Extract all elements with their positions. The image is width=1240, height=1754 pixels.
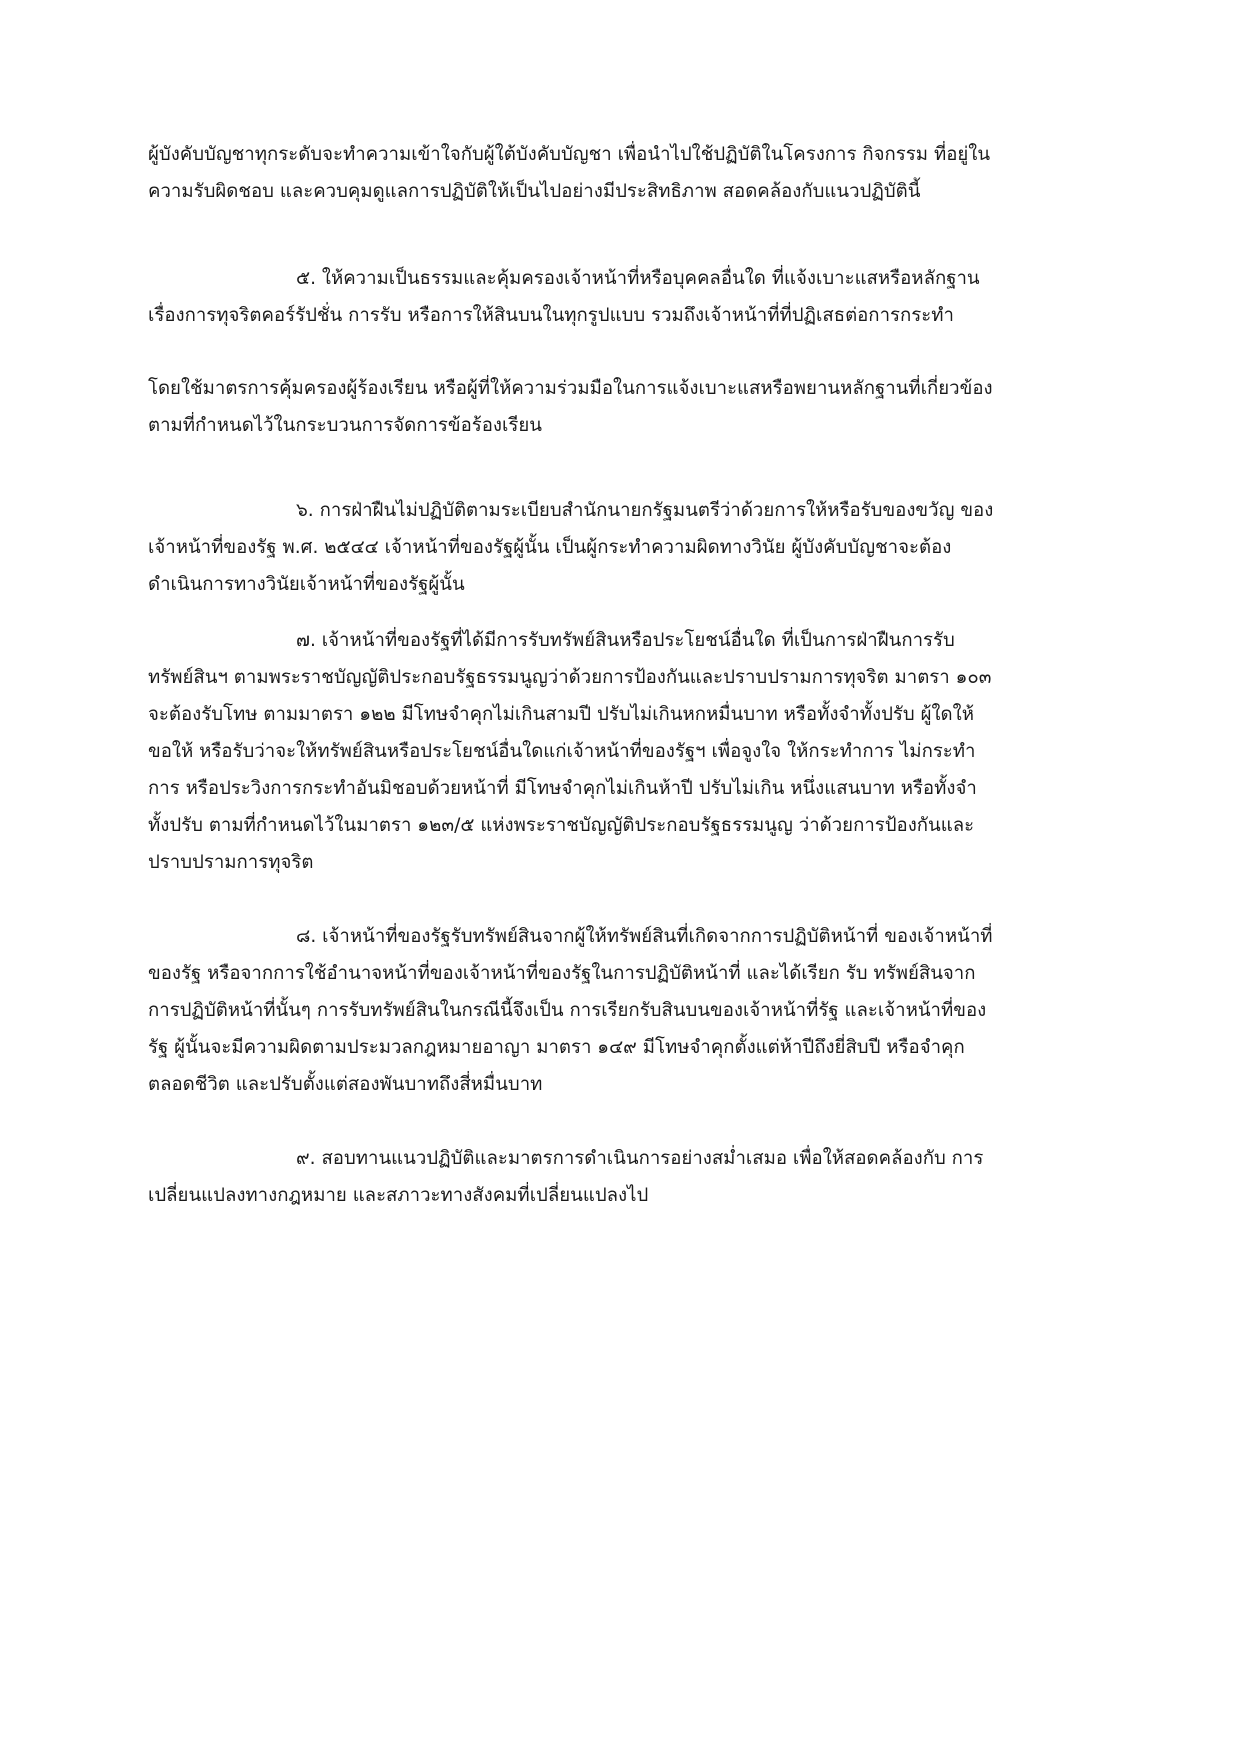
text-line: เรื่องการทุจริตคอร์รัปชั่น การรับ หรือการให้สินบนในทุกรูปแบบ รวมถึงเจ้าหน้าที่ที่ปฏิเสธต่อการกระทำ bbox=[148, 305, 954, 326]
text-line: ปราบปรามการทุจริต bbox=[148, 852, 314, 873]
clause-7-heading: ๗. เจ้าหน้าที่ของรัฐที่ได้มีการรับทรัพย์สินหรือประโยชน์อื่นใด ที่เป็นการฝ่าฝืนการรับ bbox=[296, 630, 955, 651]
clause-5-heading: ๕. ให้ความเป็นธรรมและคุ้มครองเจ้าหน้าที่หรือบุคคลอื่นใด ที่แจ้งเบาะแสหรือหลักฐาน bbox=[296, 268, 980, 289]
text-line: โดยใช้มาตรการคุ้มครองผู้ร้องเรียน หรือผู้ที่ให้ความร่วมมือในการแจ้งเบาะแสหรือพยานหลักฐานที่เกี่ยวข้อง bbox=[148, 378, 993, 399]
text-line: ตลอดชีวิต และปรับตั้งแต่สองพันบาทถึงสี่หมื่นบาท bbox=[148, 1074, 543, 1095]
text-line: ทั้งปรับ ตามที่กำหนดไว้ในมาตรา ๑๒๓/๕ แห่งพระราชบัญญัติประกอบรัฐธรรมนูญ ว่าด้วยการป้องกันและ bbox=[148, 815, 975, 836]
text-line: การปฏิบัติหน้าที่นั้นๆ การรับทรัพย์สินในกรณีนี้จึงเป็น การเรียกรับสินบนของเจ้าหน้าที่รัฐ และเจ้าหน้าที่ของ bbox=[148, 1000, 987, 1021]
text-line: ของรัฐ หรือจากการใช้อำนาจหน้าที่ของเจ้าหน้าที่ของรัฐในการปฏิบัติหน้าที่ และได้เรียก รับ ทรัพย์สินจาก bbox=[148, 963, 976, 984]
text-line: ความรับผิดชอบ และควบคุมดูแลการปฏิบัติให้เป็นไปอย่างมีประสิทธิภาพ สอดคล้องกับแนวปฏิบัตินี้ bbox=[148, 181, 921, 202]
text-line: จะต้องรับโทษ ตามมาตรา ๑๒๒ มีโทษจำคุกไม่เกินสามปี ปรับไม่เกินหกหมื่นบาท หรือทั้งจำทั้งปรับ ผู้ใดให้ bbox=[148, 704, 974, 725]
text-line: ตามที่กำหนดไว้ในกระบวนการจัดการข้อร้องเรียน bbox=[148, 415, 542, 436]
text-line: ผู้บังคับบัญชาทุกระดับจะทำความเข้าใจกับผู้ใต้บังคับบัญชา เพื่อนำไปใช้ปฏิบัติในโครงการ กิจกรรม ที่อยู่ใน bbox=[148, 144, 991, 165]
text-line: เปลี่ยนแปลงทางกฎหมาย และสภาวะทางสังคมที่เปลี่ยนแปลงไป bbox=[148, 1185, 649, 1206]
text-line: ทรัพย์สินฯ ตามพระราชบัญญัติประกอบรัฐธรรมนูญว่าด้วยการป้องกันและปราบปรามการทุจริต มาตรา ๑๐๓ bbox=[148, 667, 992, 688]
text-line: เจ้าหน้าที่ของรัฐ พ.ศ. ๒๕๔๔ เจ้าหน้าที่ของรัฐผู้นั้น เป็นผู้กระทำความผิดทางวินัย ผู้บังคับบัญชาจะต้อง bbox=[148, 537, 952, 558]
text-line: การ หรือประวิงการกระทำอันมิชอบด้วยหน้าที่ มีโทษจำคุกไม่เกินห้าปี ปรับไม่เกิน หนึ่งแสนบาท หรือทั้งจำ bbox=[148, 778, 977, 799]
clause-8-heading: ๘. เจ้าหน้าที่ของรัฐรับทรัพย์สินจากผู้ให้ทรัพย์สินที่เกิดจากการปฏิบัติหน้าที่ ของเจ้าหน้าที่ bbox=[296, 926, 993, 947]
clause-6-heading: ๖. การฝ่าฝืนไม่ปฏิบัติตามระเบียบสำนักนายกรัฐมนตรีว่าด้วยการให้หรือรับของขวัญ ของ bbox=[296, 500, 994, 521]
text-line: รัฐ ผู้นั้นจะมีความผิดตามประมวลกฎหมายอาญา มาตรา ๑๔๙ มีโทษจำคุกตั้งแต่ห้าปีถึงยี่สิบปี หรือจำคุก bbox=[148, 1037, 965, 1058]
clause-9-heading: ๙. สอบทานแนวปฏิบัติและมาตรการดำเนินการอย่างสม่ำเสมอ เพื่อให้สอดคล้องกับ การ bbox=[296, 1148, 984, 1169]
text-line: ขอให้ หรือรับว่าจะให้ทรัพย์สินหรือประโยชน์อื่นใดแก่เจ้าหน้าที่ของรัฐฯ เพื่อจูงใจ ให้กระทำการ ไม่กระทำ bbox=[148, 741, 976, 762]
text-line: ดำเนินการทางวินัยเจ้าหน้าที่ของรัฐผู้นั้น bbox=[148, 574, 465, 595]
